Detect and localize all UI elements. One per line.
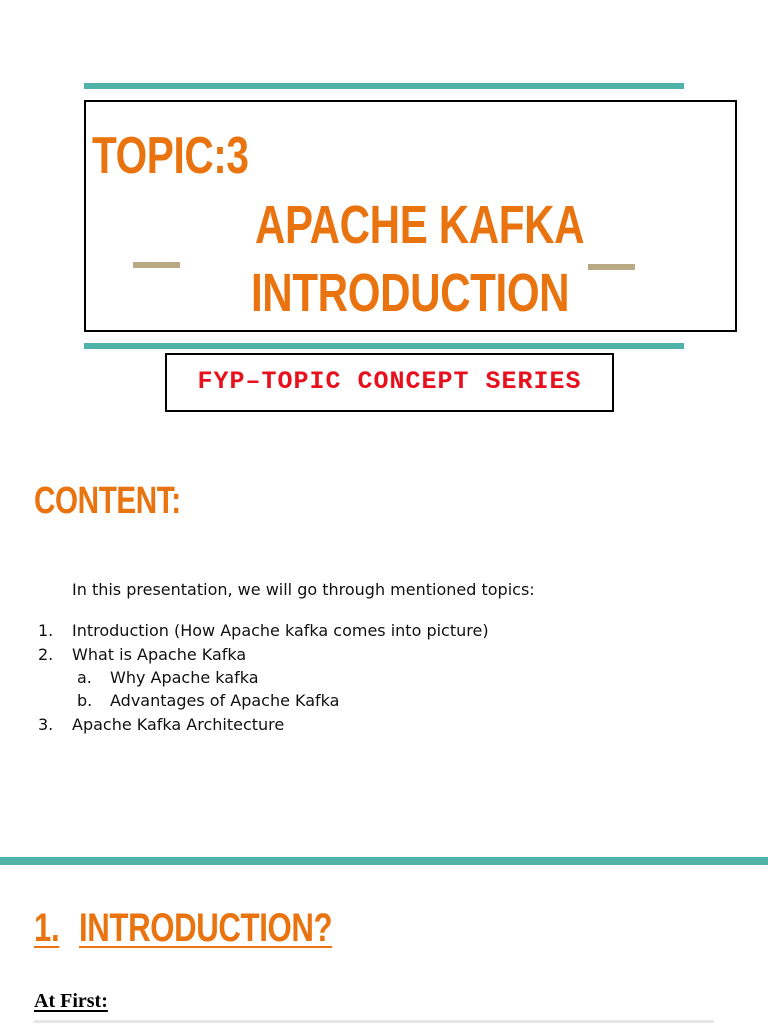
series-label-box (165, 353, 614, 412)
content-heading: CONTENT: (34, 480, 181, 522)
list-item-text: Introduction (How Apache kafka comes into picture) (72, 621, 489, 640)
right-dash-decoration (588, 264, 635, 270)
section-heading: INTRODUCTION? (79, 906, 333, 950)
slide-divider-bar (0, 857, 768, 865)
list-item-text: Apache Kafka Architecture (72, 715, 285, 734)
series-label: FYP–TOPIC CONCEPT SERIES (197, 367, 582, 396)
list-item-text: Advantages of Apache Kafka (110, 691, 340, 710)
list-item-text: What is Apache Kafka (72, 645, 247, 664)
title-line-1: APACHE KAFKA (255, 195, 585, 255)
bottom-teal-bar (84, 343, 684, 349)
at-first-subheading: At First: (34, 990, 108, 1012)
faint-text-line (34, 1020, 714, 1023)
top-teal-bar (84, 83, 684, 89)
list-marker: a. (77, 668, 92, 687)
section-number: 1. (34, 906, 60, 950)
list-marker: 2. (38, 645, 54, 664)
left-dash-decoration (133, 262, 180, 268)
list-marker: 1. (38, 621, 54, 640)
list-marker: b. (77, 691, 93, 710)
content-intro: In this presentation, we will go through mentioned topics: (72, 580, 535, 599)
list-item-text: Why Apache kafka (110, 668, 259, 687)
list-marker: 3. (38, 715, 54, 734)
topic-label: TOPIC:3 (92, 127, 249, 185)
title-line-2: INTRODUCTION (251, 263, 570, 323)
